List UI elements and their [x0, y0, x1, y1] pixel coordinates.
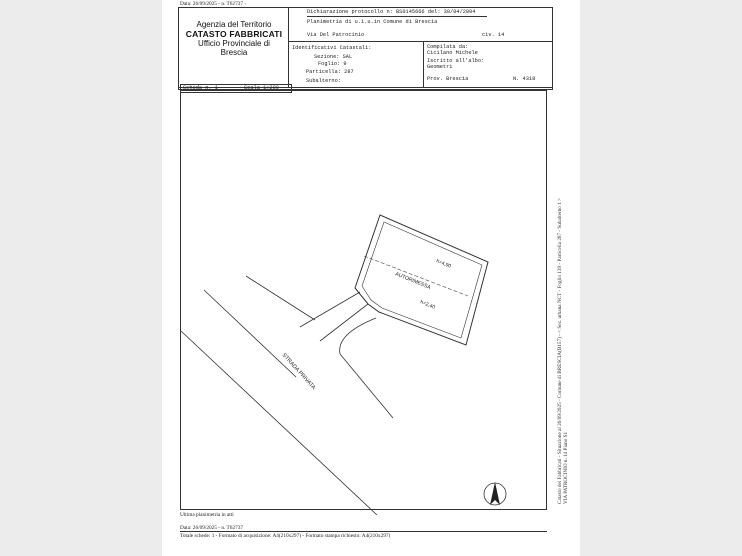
identifier-subalterno: Subalterno:	[306, 78, 341, 84]
north-arrow-icon	[484, 482, 506, 505]
planimetry-line: Planimetria di u.i.u.in Comune di Brescia	[307, 19, 438, 25]
garage-height-divider	[364, 256, 468, 296]
street-right-edge-upper	[246, 276, 315, 320]
sheet-number: Scheda n. 1	[183, 85, 218, 91]
garage-inner-wall	[362, 222, 482, 338]
agency-name: Agenzia del Territorio	[196, 20, 272, 29]
last-plan-note: Ultima planimetria in atti	[180, 512, 234, 518]
compiler-title: Compilata da:	[427, 44, 469, 50]
compiler-profession: Geometri	[427, 64, 453, 70]
height-upper-label: h=4,90	[435, 258, 452, 270]
driveway-lower-edge	[320, 304, 368, 341]
compiler-number: N. 4318	[513, 76, 536, 82]
identifier-particella: Particella: 287	[306, 69, 354, 75]
agency-catasto: CATASTO FABBRICATI	[185, 29, 283, 39]
street-right-edge-lower	[340, 354, 393, 418]
driveway-curve	[340, 318, 376, 354]
top-note: Data: 26/09/2025 - n. T62737 -	[180, 1, 247, 7]
compiler-name: Cicilano Michele	[427, 50, 478, 56]
identifier-sezione: Sezione: SAL	[314, 54, 353, 60]
side-caption-line2: VIA PATROCINIO n. 14 Piano S1	[563, 431, 570, 504]
compiler-enrolled: Iscritto all'albo:	[427, 58, 485, 64]
room-label: AUTORIMESSA	[394, 271, 432, 291]
side-caption-line1: Catasto dei Fabbricati - Situazione al 26/09/2025 - Comune di BRESCIA(B157) - < Sez. urbana NCT - Foglio 139 - Particella 287 - Subalterno 1 >	[557, 197, 563, 504]
driveway-upper-edge	[300, 292, 360, 327]
protocol-line: Dichiarazione protocollo n: BS0145666 del: 30/04/2004	[307, 9, 476, 15]
footer-totals: Totale schede: 1 - Formato di acquisizione: A4(210x297) - Formato stampa richiesto: A4(210x297)	[180, 533, 391, 539]
garage-outer-wall	[355, 215, 488, 345]
street-label: STRADA PRIVATA	[280, 352, 317, 391]
sheet-scale: Scala 1:200	[244, 85, 279, 91]
identifier-foglio: Foglio: 9	[318, 61, 347, 67]
street-left-edge	[181, 331, 377, 515]
identifiers-title: Identificativi Catastali:	[292, 45, 372, 51]
agency-city: Brescia	[220, 48, 248, 57]
civic-number: civ. 14	[482, 32, 505, 38]
side-caption	[557, 198, 569, 504]
footer-date: Data: 26/09/2025 - n. T62737	[180, 525, 244, 531]
address-line: Via Del Patrocinio	[307, 32, 365, 38]
height-lower-label: h=2,40	[419, 299, 436, 311]
agency-office: Ufficio Provinciale di	[198, 39, 270, 48]
street-inner-edge-a	[204, 290, 296, 377]
compiler-province: Prov. Brescia	[427, 76, 469, 82]
